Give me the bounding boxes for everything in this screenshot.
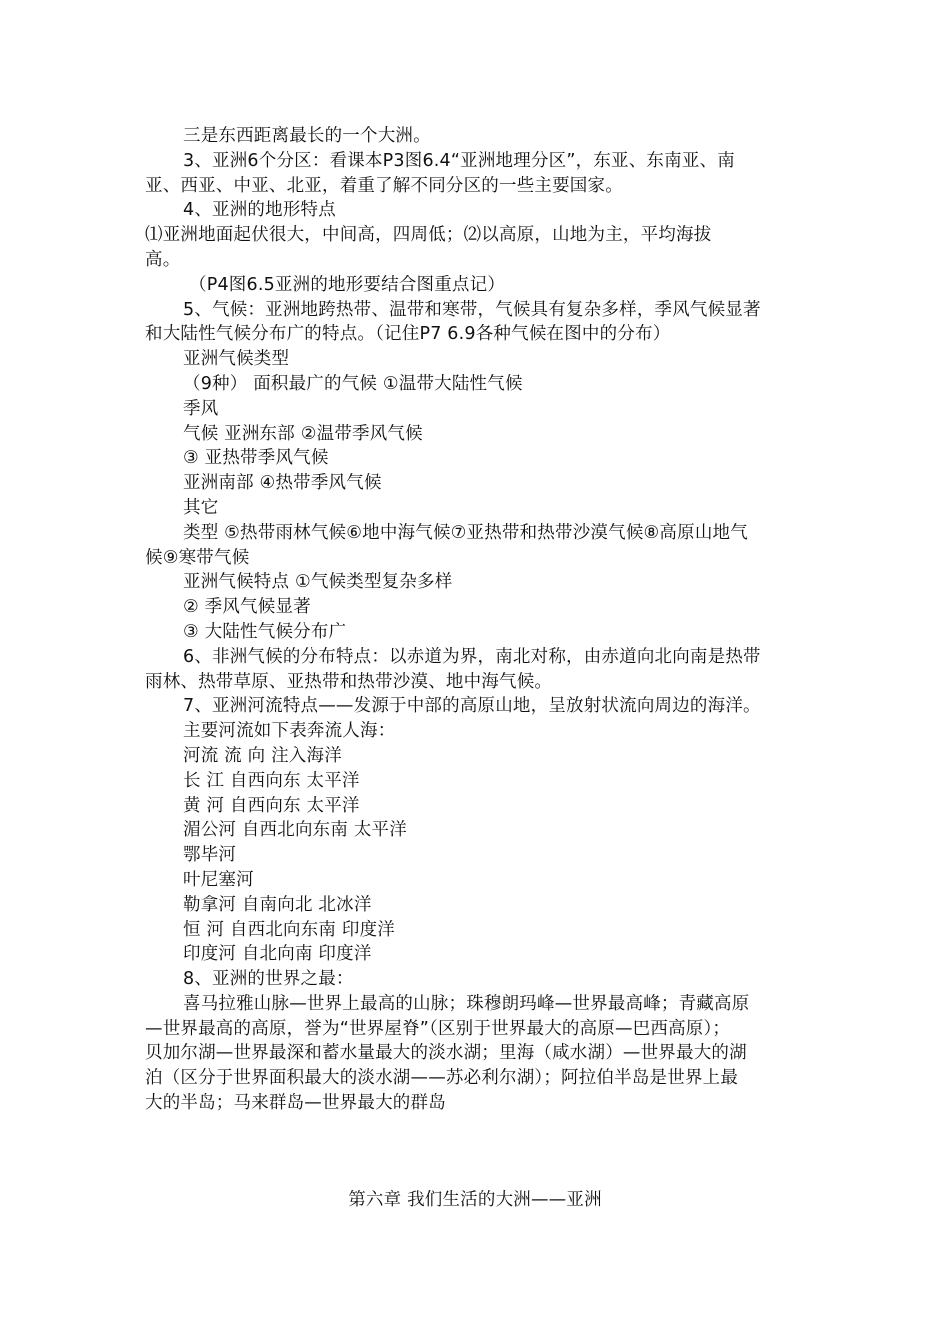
text-line: 泊（区分于世界面积最大的淡水湖——苏必利尔湖）；阿拉伯半岛是世界上最 xyxy=(145,1068,739,1089)
text-line: 亚洲南部 ④热带季风气候 xyxy=(183,473,382,494)
text-line: 印度河 自北向南 印度洋 xyxy=(183,944,372,965)
text-line: 类型 ⑤热带雨林气候⑥地中海气候⑦亚热带和热带沙漠气候⑧高原山地气 xyxy=(183,522,748,543)
text-line: 亚洲气候类型 xyxy=(183,349,290,370)
text-line: 高。 xyxy=(145,249,181,270)
text-line: 三是东西距离最长的一个大洲。 xyxy=(183,126,431,146)
text-line: 6、非洲气候的分布特点：以赤道为界，南北对称，由赤道向北向南是热带 xyxy=(183,646,761,667)
text-line: ② 季风气候显著 xyxy=(183,597,311,618)
text-line: 气候 亚洲东部 ②温带季风气候 xyxy=(183,423,423,444)
text-line: ③ 大陆性气候分布广 xyxy=(183,621,347,642)
chapter-title: 第六章 我们生活的大洲——亚洲 xyxy=(348,1190,602,1210)
text-line: 叶尼塞河 xyxy=(183,869,254,890)
text-line: （P4图6.5亚洲的地形要结合图重点记） xyxy=(189,274,506,295)
text-line: 贝加尔湖—世界最深和蓄水量最大的淡水湖；里海（咸水湖）—世界最大的湖 xyxy=(145,1043,747,1064)
document-body xyxy=(145,124,810,1116)
text-line: 勒拿河 自南向北 北冰洋 xyxy=(183,894,372,915)
text-line: 恒 河 自西北向东南 印度洋 xyxy=(183,919,395,940)
text-line: 亚、西亚、中亚、北亚，着重了解不同分区的一些主要国家。 xyxy=(145,175,623,196)
text-line: 喜马拉雅山脉—世界上最高的山脉；珠穆朗玛峰—世界最高峰；青藏高原 xyxy=(183,993,750,1014)
text-line: 8、亚洲的世界之最： xyxy=(183,969,354,990)
text-line: 4、亚洲的地形特点 xyxy=(183,200,336,221)
text-line: 黄 河 自西向东 太平洋 xyxy=(183,795,360,816)
text-line: 大的半岛；马来群岛—世界最大的群岛 xyxy=(145,1093,446,1114)
text-line: 河流 流 向 注入海洋 xyxy=(183,745,342,766)
text-line: 鄂毕河 xyxy=(183,845,237,866)
text-line: 7、亚洲河流特点——发源于中部的高原山地，呈放射状流向周边的海洋。 xyxy=(183,696,761,717)
text-line: —世界最高的高原，誉为“世界屋脊”（区别于世界最大的高原—巴西高原）； xyxy=(145,1018,731,1039)
text-line: 湄公河 自西北向东南 太平洋 xyxy=(183,820,407,841)
text-line: 亚洲气候特点 ①气候类型复杂多样 xyxy=(183,572,453,593)
text-line: 主要河流如下表奔流人海： xyxy=(183,721,396,742)
text-line: 候⑨寒带气候 xyxy=(145,547,250,568)
text-line: ⑴亚洲地面起伏很大，中间高，四周低；⑵以高原，山地为主，平均海拔 xyxy=(145,225,712,246)
text-line: （9种） 面积最广的气候 ①温带大陆性气候 xyxy=(183,373,523,394)
text-line: 季风 xyxy=(183,398,219,419)
text-line: ③ 亚热带季风气候 xyxy=(183,448,329,469)
text-line: 3、亚洲6个分区：看课本P3图6.4“亚洲地理分区”，东亚、东南亚、南 xyxy=(183,150,735,171)
text-line: 和大陆性气候分布广的特点。（记住P7 6.9各种气候在图中的分布） xyxy=(145,324,671,345)
text-line: 5、气候：亚洲地跨热带、温带和寒带，气候具有复杂多样，季风气候显著 xyxy=(183,299,761,320)
text-line: 长 江 自西向东 太平洋 xyxy=(183,770,360,791)
text-line: 雨林、热带草原、亚热带和热带沙漠、地中海气候。 xyxy=(145,671,553,692)
text-line: 其它 xyxy=(183,497,219,518)
